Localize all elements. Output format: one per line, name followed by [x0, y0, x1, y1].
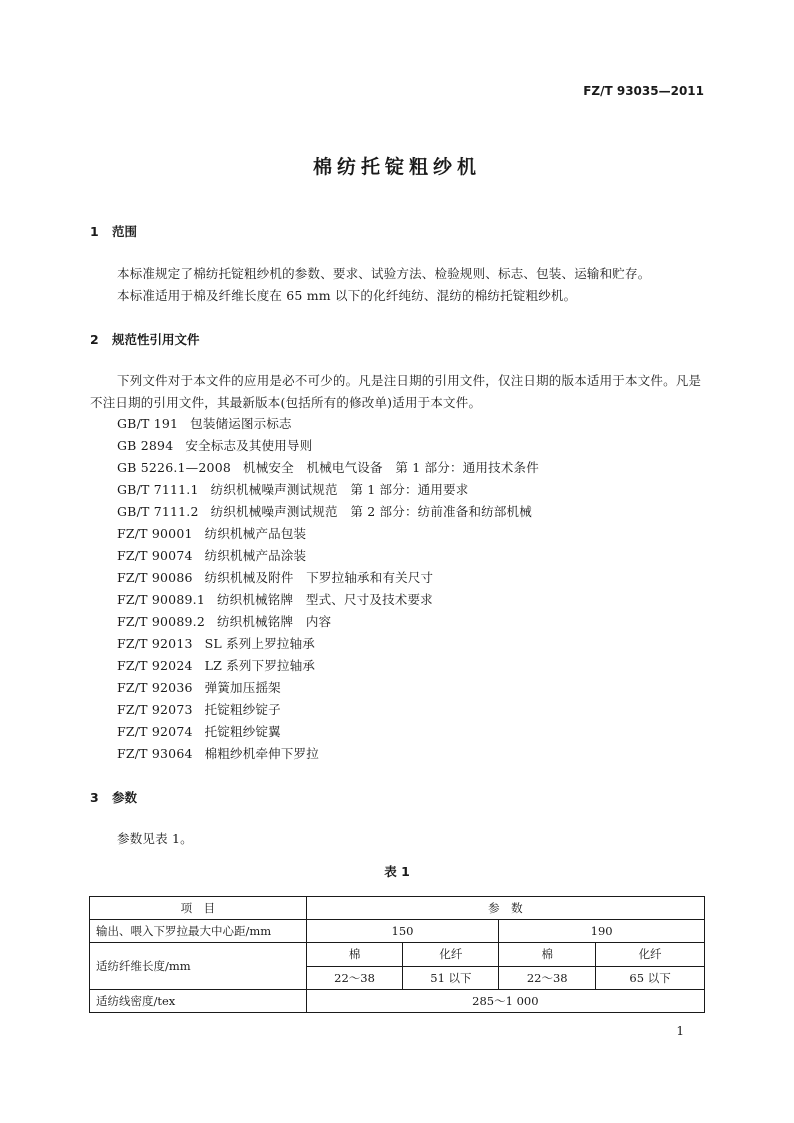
section-number: 1	[90, 224, 99, 239]
reference-item	[117, 612, 331, 630]
table-cell: 22～38	[499, 966, 596, 990]
reference-title: 纺织机械铭牌 型式、尺寸及技术要求	[216, 592, 433, 607]
section-number: 2	[90, 332, 99, 347]
reference-title: 机械安全 机械电气设备 第 1 部分：通用技术条件	[243, 460, 539, 475]
header-item: 项 目	[90, 897, 307, 920]
reference-code: GB 5226.1—2008	[117, 460, 231, 475]
reference-item	[117, 480, 468, 498]
table-cell: 22～38	[306, 966, 403, 990]
row-label: 适纺线密度/tex	[90, 990, 307, 1013]
reference-item	[117, 546, 306, 564]
reference-title: 纺织机械产品包装	[204, 526, 307, 541]
reference-title: 安全标志及其使用导则	[185, 438, 313, 453]
section-title: 范围	[112, 224, 138, 239]
row-label: 输出、喂入下罗拉最大中心距/mm	[90, 920, 307, 943]
reference-code: FZ/T 92024	[117, 658, 193, 673]
section-2-heading	[90, 330, 200, 348]
reference-item	[117, 568, 433, 586]
reference-title: 纺织机械及附件 下罗拉轴承和有关尺寸	[204, 570, 434, 585]
scope-paragraph-2: 本标准适用于棉及纤维长度在 65 mm 以下的化纤纯纺、混纺的棉纺托锭粗纱机。	[117, 288, 577, 303]
reference-title: 纺织机械产品涂装	[204, 548, 307, 563]
reference-title: 纺织机械铭牌 内容	[216, 614, 332, 629]
row-label: 适纺纤维长度/mm	[90, 943, 307, 990]
reference-title: 托锭粗纱锭翼	[204, 724, 281, 739]
reference-code: FZ/T 90089.2	[117, 614, 205, 629]
reference-title: 弹簧加压摇架	[204, 680, 281, 695]
reference-code: FZ/T 90001	[117, 526, 193, 541]
reference-item	[117, 458, 539, 476]
reference-item	[117, 502, 532, 520]
reference-code: FZ/T 92074	[117, 724, 193, 739]
page-number: 1	[676, 1024, 684, 1038]
table-row	[90, 920, 705, 943]
table-cell: 150	[306, 920, 499, 943]
reference-code: FZ/T 93064	[117, 746, 193, 761]
section-title: 参数	[112, 790, 138, 805]
reference-item	[117, 656, 315, 674]
references-intro: 下列文件对于本文件的应用是必不可少的。凡是注日期的引用文件，仅注日期的版本适用于本文件。凡是不注日期的引用文件，其最新版本(包括所有的修改单)适用于本文件。	[90, 373, 702, 410]
table-cell: 棉	[499, 943, 596, 967]
table-cell: 190	[499, 920, 705, 943]
parameters-table	[89, 896, 705, 1013]
reference-item	[117, 634, 315, 652]
table-row	[90, 990, 705, 1013]
section-number: 3	[90, 790, 99, 805]
reference-title: SL 系列上罗拉轴承	[204, 636, 315, 651]
reference-item	[117, 590, 433, 608]
table-row	[90, 943, 705, 967]
table-caption: 表 1	[384, 864, 410, 879]
reference-item	[117, 744, 319, 762]
reference-code: FZ/T 92036	[117, 680, 193, 695]
section-1-heading	[90, 222, 137, 240]
reference-title: LZ 系列下罗拉轴承	[204, 658, 316, 673]
reference-item	[117, 414, 292, 432]
reference-item	[117, 436, 312, 454]
reference-title: 包装储运图示标志	[190, 416, 292, 431]
document-title: 棉纺托锭粗纱机	[312, 156, 481, 178]
reference-item	[117, 722, 281, 740]
table-header-row	[90, 897, 705, 920]
header-params: 参 数	[306, 897, 704, 920]
reference-title: 托锭粗纱锭子	[204, 702, 281, 717]
reference-code: FZ/T 92073	[117, 702, 193, 717]
table-cell: 51 以下	[403, 966, 499, 990]
reference-code: GB/T 191	[117, 416, 179, 431]
table-cell: 棉	[306, 943, 403, 967]
section-3-heading	[90, 788, 137, 806]
reference-item	[117, 700, 281, 718]
section-title: 规范性引用文件	[112, 332, 200, 347]
reference-code: GB/T 7111.1	[117, 482, 199, 497]
params-text: 参数见表 1。	[117, 831, 193, 846]
reference-code: FZ/T 90089.1	[117, 592, 205, 607]
reference-code: FZ/T 90086	[117, 570, 193, 585]
reference-item	[117, 678, 281, 696]
table-cell: 285～1 000	[306, 990, 704, 1013]
table-cell: 化纤	[403, 943, 499, 967]
table-cell: 65 以下	[596, 966, 705, 990]
reference-title: 纺织机械噪声测试规范 第 1 部分：通用要求	[210, 482, 469, 497]
reference-title: 纺织机械噪声测试规范 第 2 部分：纺前准备和纺部机械	[210, 504, 532, 519]
scope-paragraph-1: 本标准规定了棉纺托锭粗纱机的参数、要求、试验方法、检验规则、标志、包装、运输和贮存。	[117, 266, 651, 281]
reference-code: FZ/T 92013	[117, 636, 193, 651]
reference-code: GB 2894	[117, 438, 174, 453]
table-cell: 化纤	[596, 943, 705, 967]
reference-code: FZ/T 90074	[117, 548, 193, 563]
standard-number: FZ/T 93035—2011	[583, 84, 704, 98]
reference-code: GB/T 7111.2	[117, 504, 199, 519]
reference-item	[117, 524, 306, 542]
reference-title: 棉粗纱机牵伸下罗拉	[204, 746, 319, 761]
